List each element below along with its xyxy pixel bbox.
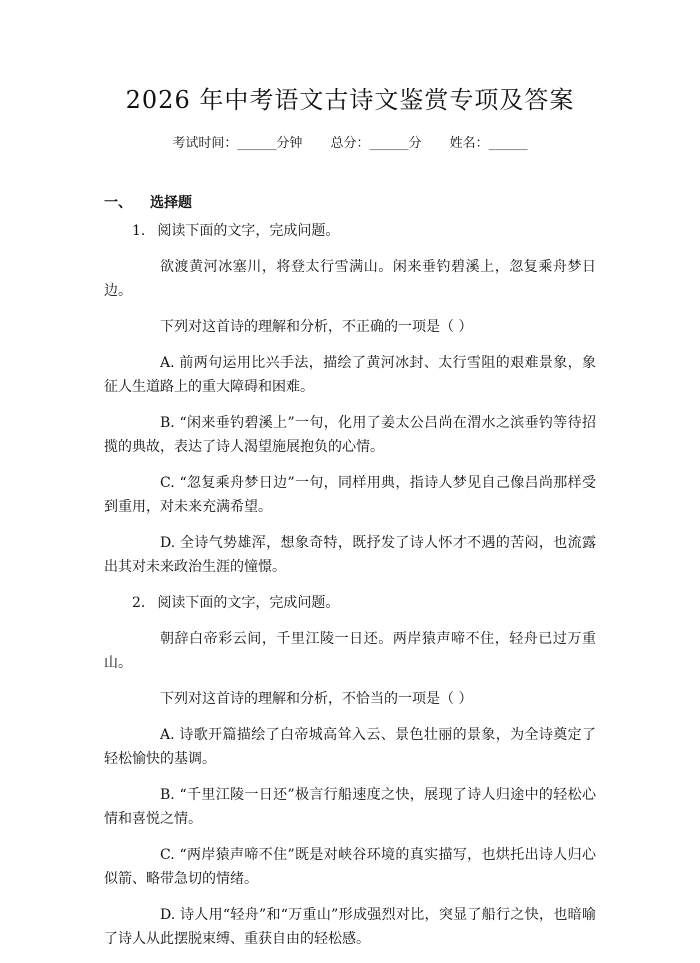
question-2-poem: 朝辞白帝彩云间，千里江陵一日还。两岸猿声啼不住，轻舟已过万重山。 bbox=[104, 631, 596, 671]
total-score-field: 总分：______分 bbox=[330, 136, 422, 151]
questions-container bbox=[104, 219, 596, 963]
question-1-option-d: D. 全诗气势雄浑，想象奇特，既抒发了诗人怀才不遇的苦闷，也流露出其对未来政治生涯的憧憬。 bbox=[104, 535, 596, 575]
question-1-poem: 欲渡黄河冰塞川，将登太行雪满山。闲来垂钓碧溪上，忽复乘舟梦日边。 bbox=[104, 259, 596, 299]
question-2-option-c: C. “两岸猿声啼不住”既是对峡谷环境的真实描写，也烘托出诗人归心似箭、略带急切的情绪。 bbox=[104, 847, 596, 887]
question-1-prompt-text: 阅读下面的文字，完成问题。 bbox=[157, 223, 340, 239]
question-1-stem: 下列对这首诗的理解和分析，不正确的一项是（ ） bbox=[160, 319, 473, 335]
student-name-field: 姓名：______ bbox=[449, 136, 528, 151]
question-2-prompt bbox=[104, 591, 596, 615]
exam-meta bbox=[0, 132, 700, 151]
exam-time-field: 考试时间：______分钟 bbox=[172, 136, 303, 151]
question-2-number: 2. bbox=[132, 595, 146, 611]
question-2-option-d: D. 诗人用“轻舟”和“万重山”形成强烈对比，突显了船行之快，也暗喻了诗人从此摆脱束缚、重获自由的轻松感。 bbox=[104, 907, 596, 947]
question-2-option-a: A. 诗歌开篇描绘了白帝城高耸入云、景色壮丽的景象，为全诗奠定了轻松愉快的基调。 bbox=[104, 727, 596, 767]
question-1-option-a: A. 前两句运用比兴手法，描绘了黄河冰封、太行雪阻的艰难景象，象征人生道路上的重大障碍和困难。 bbox=[104, 355, 596, 395]
question-2-option-b: B. “千里江陵一日还”极言行船速度之快，展现了诗人归途中的轻松心情和喜悦之情。 bbox=[104, 787, 596, 827]
page-title: 2026 年中考语文古诗文鉴赏专项及答案 bbox=[125, 86, 575, 114]
question-1-number: 1. bbox=[132, 223, 146, 239]
section-heading bbox=[104, 192, 192, 212]
question-2-prompt-text: 阅读下面的文字，完成问题。 bbox=[157, 595, 340, 611]
question-1-option-b: B. “闲来垂钓碧溪上”一句，化用了姜太公吕尚在渭水之滨垂钓等待招揽的典故，表达了诗人渴望施展抱负的心情。 bbox=[104, 415, 596, 455]
question-1-prompt bbox=[104, 219, 596, 243]
question-1-option-c: C. “忽复乘舟梦日边”一句，同样用典，指诗人梦见自己像吕尚那样受到重用，对未来充满希望。 bbox=[104, 475, 596, 515]
section-title: 选择题 bbox=[150, 195, 192, 211]
question-2-stem: 下列对这首诗的理解和分析，不恰当的一项是（ ） bbox=[160, 691, 473, 707]
section-number: 一、 bbox=[104, 195, 132, 211]
